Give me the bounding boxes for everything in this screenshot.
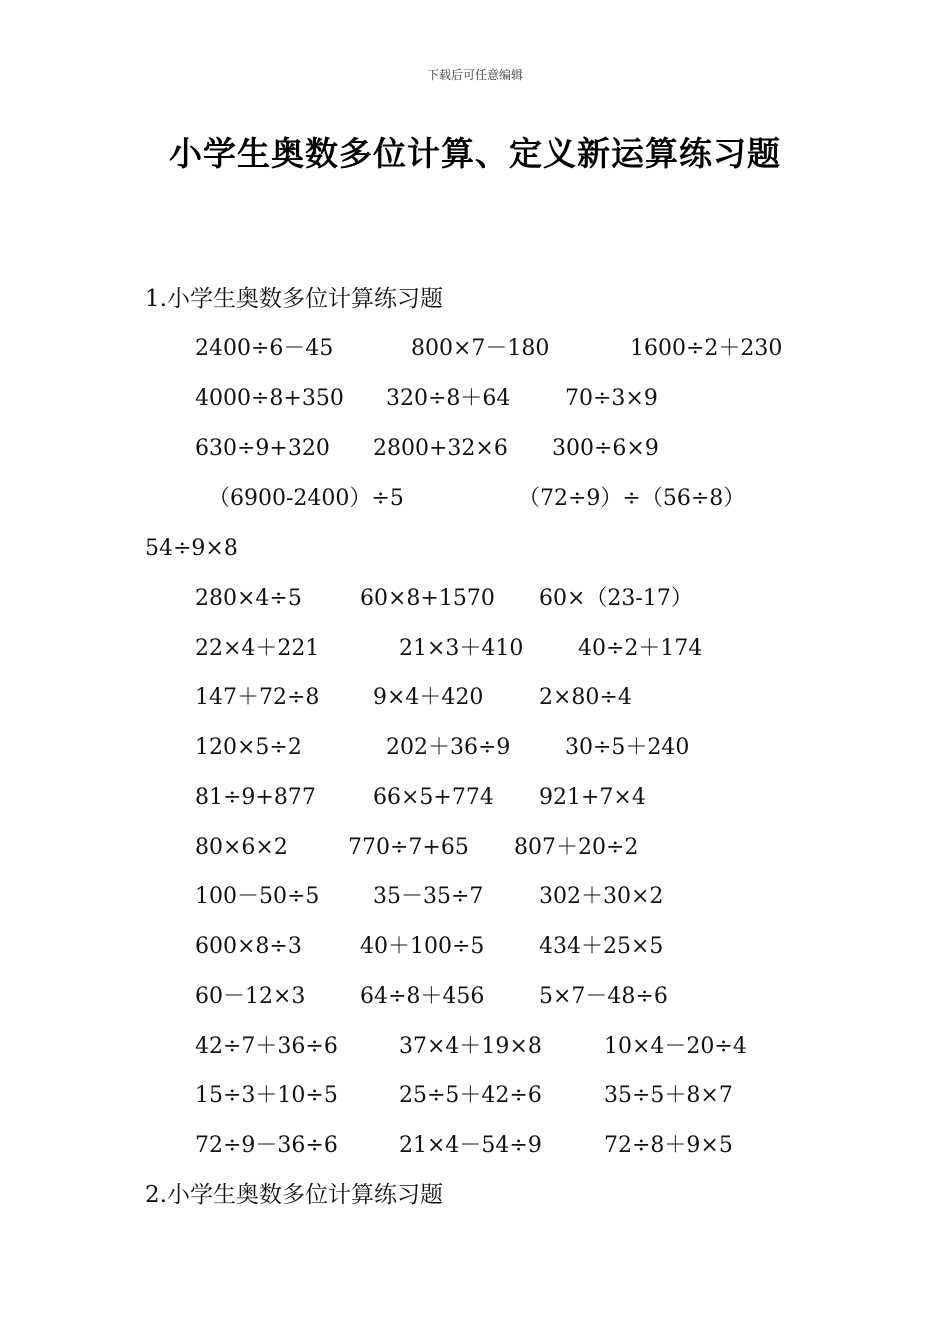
expression-item: 4000÷8+350 — [195, 386, 344, 411]
expression-item: 5×7－48÷6 — [539, 984, 668, 1009]
expression-item: 80×6×2 — [195, 835, 288, 860]
expression-item: 10×4－20÷4 — [604, 1034, 747, 1059]
expression-item: 807＋20÷2 — [514, 835, 639, 860]
expression-item: 21×4－54÷9 — [399, 1133, 542, 1158]
expression-item: 64÷8＋456 — [360, 984, 485, 1009]
expression-item: 280×4÷5 — [195, 586, 302, 611]
expression-item: 54÷9×8 — [145, 536, 238, 561]
expression-item: 2×80÷4 — [539, 685, 632, 710]
expression-item: 630÷9+320 — [195, 436, 330, 461]
expression-item: 302＋30×2 — [539, 884, 664, 909]
expression-item: 66×5+774 — [373, 785, 494, 810]
expression-item: 72÷9－36÷6 — [195, 1133, 338, 1158]
expression-item: 35－35÷7 — [373, 884, 484, 909]
expression-item: 81÷9+877 — [195, 785, 316, 810]
expression-item: 15÷3＋10÷5 — [195, 1083, 338, 1108]
section-1-heading: 1.小学生奥数多位计算练习题 — [145, 286, 443, 312]
expression-item: 60－12×3 — [195, 984, 306, 1009]
expression-item: 800×7－180 — [411, 336, 550, 361]
expression-item: 40÷2＋174 — [578, 636, 703, 661]
expression-item: 770÷7+65 — [348, 835, 469, 860]
expression-item: 40＋100÷5 — [360, 934, 485, 959]
expression-item: 35÷5＋8×7 — [604, 1083, 733, 1108]
expression-item: 30÷5＋240 — [565, 735, 690, 760]
expression-item: 320÷8＋64 — [386, 386, 511, 411]
expression-item: 921+7×4 — [539, 785, 646, 810]
expression-item: 1600÷2＋230 — [630, 336, 783, 361]
expression-item: 202＋36÷9 — [386, 735, 511, 760]
expression-item: 2800+32×6 — [373, 436, 508, 461]
expression-item: 2400÷6－45 — [195, 336, 334, 361]
expression-item: 42÷7＋36÷6 — [195, 1034, 338, 1059]
expression-item: 9×4＋420 — [373, 685, 484, 710]
expression-item: 22×4＋221 — [195, 636, 320, 661]
expression-item: 21×3＋410 — [399, 636, 524, 661]
expression-item: 37×4＋19×8 — [399, 1034, 542, 1059]
expression-item: 100－50÷5 — [195, 884, 320, 909]
page-title: 小学生奥数多位计算、定义新运算练习题 — [169, 134, 781, 173]
expression-item: 60×8+1570 — [360, 586, 495, 611]
expression-item: （72÷9）÷（56÷8） — [518, 486, 746, 511]
expression-item: 600×8÷3 — [195, 934, 302, 959]
expression-item: 60×（23-17） — [539, 586, 693, 611]
expression-item: 72÷8＋9×5 — [604, 1133, 733, 1158]
expression-item: 434＋25×5 — [539, 934, 664, 959]
expression-item: 120×5÷2 — [195, 735, 302, 760]
expression-item: 70÷3×9 — [565, 386, 658, 411]
expression-item: 147＋72÷8 — [195, 685, 320, 710]
expression-item: 300÷6×9 — [552, 436, 659, 461]
expression-item: 25÷5＋42÷6 — [399, 1083, 542, 1108]
section-2-heading: 2.小学生奥数多位计算练习题 — [145, 1182, 443, 1208]
expression-item: （6900-2400）÷5 — [208, 486, 404, 511]
header-note: 下载后可任意编辑 — [426, 68, 523, 82]
